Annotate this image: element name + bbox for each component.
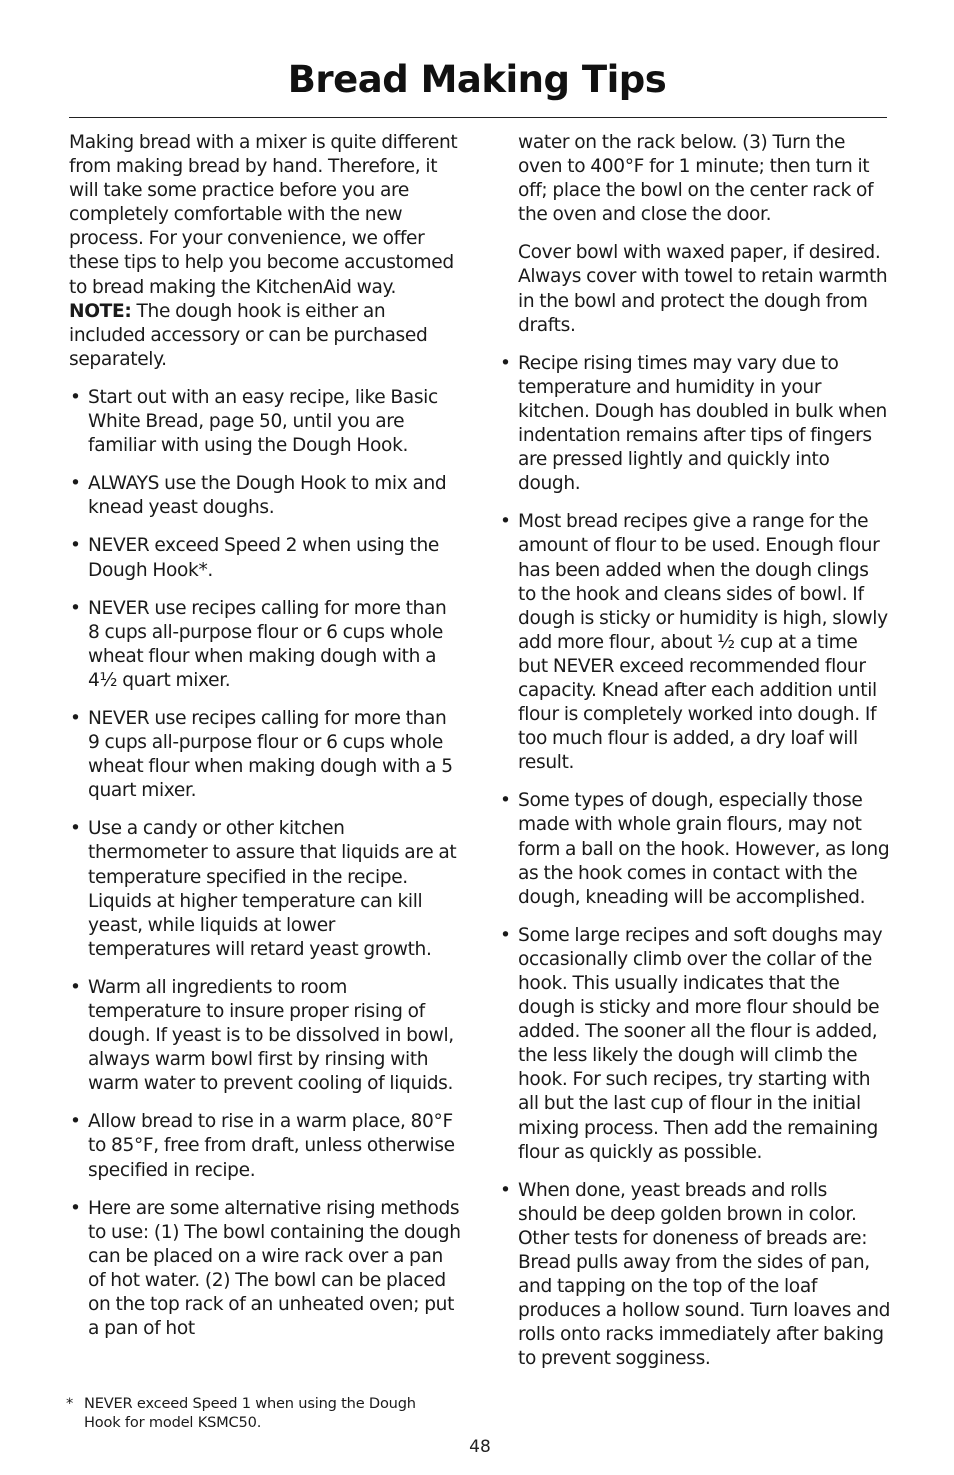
tip-item [69,472,461,520]
right-column [499,131,891,1386]
bullet-icon: • [500,1179,511,1201]
tip-text: Here are some alternative rising methods to use: (1) The bowl containing the dough can be placed on a wire rack over a pan of hot water. (2) The bowl can be placed on the top rack of an unheated oven; put a pan of hot [88,1197,461,1340]
intro-text: Making bread with a mixer is quite different from making bread by hand. Therefore, it will take some practice before you are completely comfortable with the new process. For your convenience, we offer these tips to help you become accustomed to bread making the KitchenAid way. [69,132,458,298]
footnote-marker: * [66,1395,74,1412]
tip-item [69,707,461,803]
tip-text: Warm all ingredients to room temperature to insure proper rising of dough. If yeast is to be dissolved in bowl, always warm bowl first by rinsing with warm water to prevent cooling of liquids. [88,976,454,1095]
page-number: 48 [469,1437,491,1457]
tip-item [69,534,461,582]
tip-text: Start out with an easy recipe, like Basic White Bread, page 50, until you are familiar with using the Dough Hook. [88,386,438,457]
tip-text: ALWAYS use the Dough Hook to mix and knead yeast doughs. [88,473,447,519]
bullet-icon: • [500,924,511,946]
bullet-icon: • [70,535,81,557]
tip-item [69,817,461,962]
bullet-icon: • [70,597,81,619]
tip-text: Some types of dough, especially those made with whole grain flours, may not form a ball on the hook. However, as long as the hook comes in contact with the dough, kneading will be accomplished. [518,790,890,908]
tip-item [499,510,891,775]
footnote [66,1395,426,1432]
bullet-icon: • [500,511,511,533]
page-title: Bread Making Tips [287,58,667,101]
tip-item [69,386,461,458]
bullet-icon: • [70,1111,81,1133]
note-label: NOTE: [69,300,132,322]
bullet-icon: • [70,1197,81,1219]
footnote-text: NEVER exceed Speed 1 when using the Dough Hook for model KSMC50. [84,1395,416,1431]
left-column [69,131,461,1355]
tip-text: Recipe rising times may vary due to temperature and humidity in your kitchen. Dough has doubled in bulk when indentation remains after tips of fingers are pressed lightly and quickly into dough. [518,352,887,495]
tip-item [499,1179,891,1372]
title-divider [69,117,887,118]
tip-text: Most bread recipes give a range for the amount of flour to be used. Enough flour has been added when the dough clings to the hook and cleans sides of bowl. If dough is sticky or humidity is high, slowly add more flour, about ½ cup at a time but NEVER exceed recommended flour capacity. Knead after each addition until flour is completely worked into dough. If too much flour is added, a dry loaf will result. [518,511,888,774]
tip-text: Allow bread to rise in a warm place, 80°F to 85°F, free from draft, unless otherwise specified in recipe. [88,1111,455,1181]
tip-item [69,1110,461,1182]
tip-item [499,789,891,909]
bullet-icon: • [70,818,81,840]
tip-item [499,924,891,1165]
tip-item [69,597,461,693]
bullet-icon: • [70,386,81,408]
tip-item [69,976,461,1096]
tip-item [499,352,891,497]
tip-text: When done, yeast breads and rolls should be deep golden brown in color. Other tests for doneness of breads are: Bread pulls away from the sides of pan, and tapping on the top of the loaf produces a hollow sound. Turn loaves and rolls onto racks immediately after baking to prevent sogginess. [518,1179,891,1370]
bullet-icon: • [70,473,81,495]
tip-text: NEVER exceed Speed 2 when using the Dough Hook*. [88,535,440,581]
bullet-icon: • [70,707,81,729]
continuation-paragraph: Cover bowl with waxed paper, if desired. Always cover with towel to retain warmth in the bowl and protect the dough from drafts. [518,242,888,336]
tip-text: Use a candy or other kitchen thermometer to assure that liquids are at temperature specified in the recipe. Liquids at higher temperature can kill yeast, while liquids at lower temperatures will retard yeast growth. [88,818,457,960]
tip-text: NEVER use recipes calling for more than 8 cups all-purpose flour or 6 cups whole wheat flour when making dough with a 4½ quart mixer. [88,597,447,691]
tip-text: NEVER use recipes calling for more than 9 cups all-purpose flour or 6 cups whole wheat flour when making dough with a 5 quart mixer. [88,707,453,802]
tip-text: Some large recipes and soft doughs may occasionally climb over the collar of the hook. This usually indicates that the dough is sticky and more flour should be added. The sooner all the flour is added, the less likely the dough will climb the hook. For such recipes, try starting with all but the last cup of flour in the initial mixing process. Then add the remaining flour as quickly as possible. [518,924,883,1163]
bullet-icon: • [70,976,81,998]
continuation-paragraph: water on the rack below. (3) Turn the oven to 400°F for 1 minute; then turn it off; place the bowl on the center rack of the oven and close the door. [518,132,874,226]
intro-paragraph [69,131,461,372]
tip-item [69,1197,461,1342]
note-text: The dough hook is either an included accessory or can be purchased separately. [69,300,428,370]
bullet-icon: • [500,352,511,374]
bullet-icon: • [500,790,511,812]
